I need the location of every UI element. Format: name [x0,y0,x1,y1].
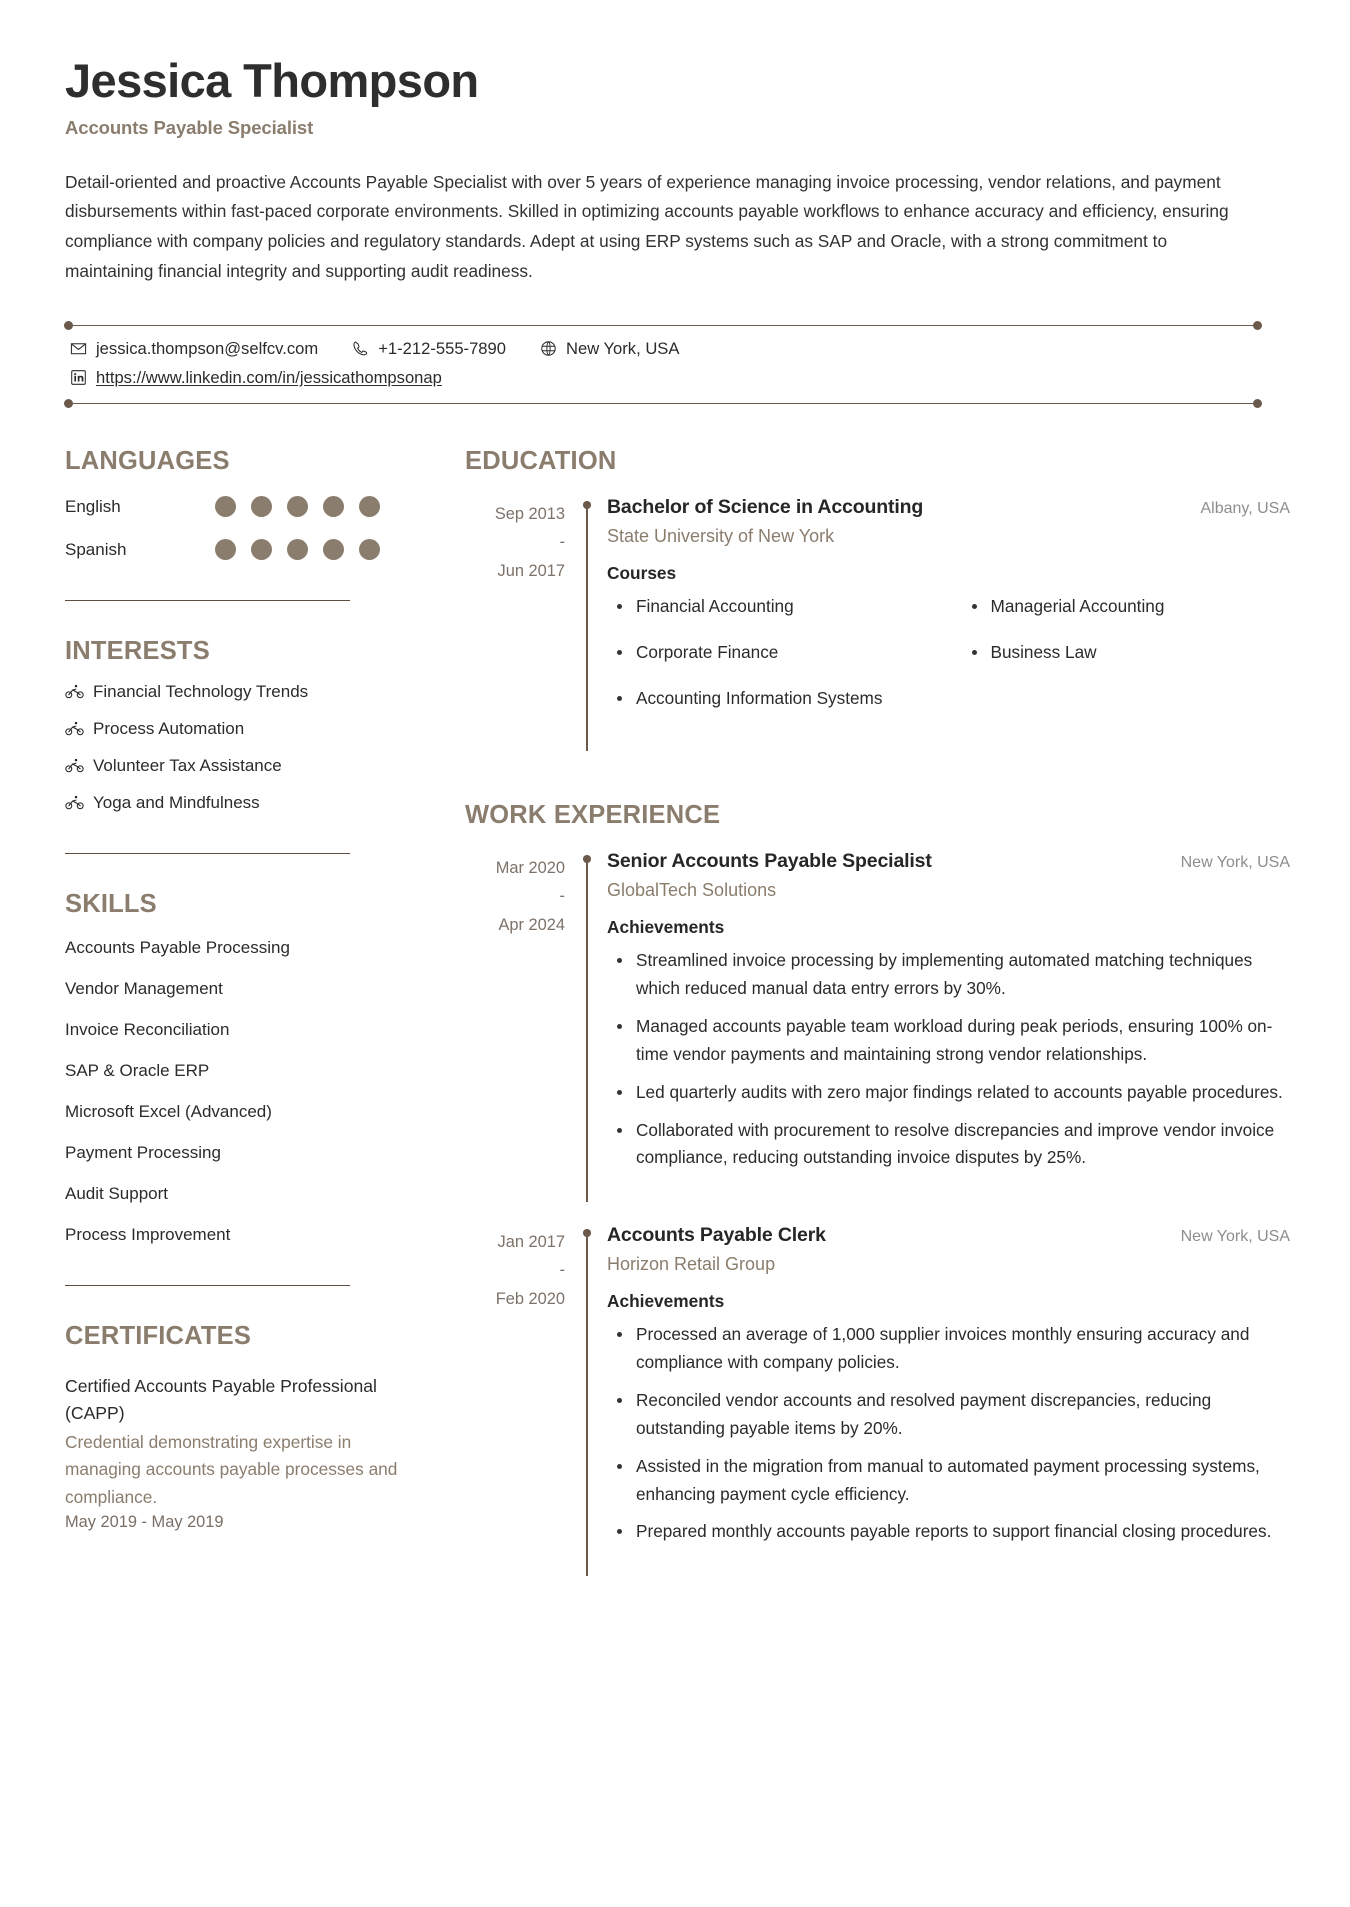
section-certificates [65,1324,403,1532]
skill-item: Invoice Reconciliation [65,1020,230,1040]
skill-item: Process Improvement [65,1225,231,1245]
achievements-label: Achievements [607,917,725,938]
skill-item: Audit Support [65,1184,169,1204]
bicycle-icon [65,721,84,736]
job-position: Accounts Payable Clerk [607,1224,826,1247]
job-position: Senior Accounts Payable Specialist [607,850,932,873]
achievement-item: Reconciled vendor accounts and resolved payment discrepancies, reducing outstanding payable items by 20%. [607,1387,1290,1443]
timeline-line [586,1233,588,1576]
date-dash: - [559,533,565,552]
skill-item: Microsoft Excel (Advanced) [65,1102,272,1122]
certificates-title: CERTIFICATES [65,1322,252,1351]
job-location: New York, USA [1180,1228,1290,1246]
achievement-item: Prepared monthly accounts payable reports to support financial closing procedures. [607,1518,1290,1546]
skills-title: SKILLS [65,889,157,918]
language-name: Spanish [65,539,127,559]
achievement-item: Collaborated with procurement to resolve discrepancies and improve vendor invoice compliance, reducing outstanding invoice disputes by 25%. [607,1117,1290,1173]
envelope-icon [70,340,87,357]
language-item [65,539,403,560]
bicycle-icon [65,758,84,773]
date-end: Jun 2017 [497,561,565,580]
skill-item: SAP & Oracle ERP [65,1061,210,1081]
contact-email[interactable] [70,339,318,359]
education-dates [465,496,583,751]
level-dot [215,496,236,517]
level-dot [251,496,272,517]
timeline-marker [583,850,596,1202]
courses-label: Courses [607,563,677,584]
date-dash: - [559,887,565,906]
interest-item [65,756,403,776]
achievement-item: Processed an average of 1,000 supplier invoices monthly ensuring accuracy and compliance with company policies. [607,1321,1290,1377]
contact-phone[interactable] [352,339,506,359]
main-column [465,446,1290,1577]
achievement-item: Managed accounts payable team workload during peak periods, ensuring 100% on-time vendor payments and maintaining strong vendor relationships. [607,1013,1290,1069]
sidebar-divider [65,853,350,854]
course-item: Managerial Accounting [962,593,1291,621]
section-work-experience [465,800,1290,1577]
achievement-item: Assisted in the migration from manual to automated payment processing systems, enhancing payment cycle efficiency. [607,1453,1290,1509]
level-dot [323,496,344,517]
work-dates [465,850,583,1202]
section-interests [65,639,403,813]
candidate-name: Jessica Thompson [65,54,479,107]
profile-summary: Detail-oriented and proactive Accounts Payable Specialist with over 5 years of experience managing invoice processing, vendor relations, and payment disbursements within fast-paced corporate environments. Skilled in optimizing accounts payable workflows to enhance accuracy and efficiency, ensuring compliance with company policies and regulatory standards. Adept at using ERP systems such as SAP and Oracle, with a strong commitment to maintaining financial integrity and supporting audit readiness. [65,171,1229,281]
contact-rule-top [65,325,1261,326]
skill-item: Payment Processing [65,1143,221,1163]
skill-item: Vendor Management [65,979,223,999]
company-name: GlobalTech Solutions [607,880,777,901]
work-entry [465,850,1290,1202]
work-dates [465,1224,583,1576]
languages-title: LANGUAGES [65,446,230,475]
linkedin-icon [70,369,87,386]
section-education [465,446,1290,751]
contact-linkedin[interactable] [70,368,442,388]
globe-icon [540,340,557,357]
bicycle-icon [65,795,84,810]
interest-item [65,682,403,702]
work-experience-title: WORK EXPERIENCE [465,800,721,829]
degree-name: Bachelor of Science in Accounting [607,496,924,519]
bicycle-icon [65,684,84,699]
contact-rows [65,326,1290,403]
section-languages [65,446,403,561]
level-dot [287,539,308,560]
contact-phone-text: +1-212-555-7890 [378,338,506,358]
date-dash: - [559,1261,565,1280]
timeline-marker [583,1224,596,1576]
course-item: Business Law [962,639,1291,667]
date-end: Feb 2020 [495,1289,565,1308]
courses-column-left [607,593,936,731]
sidebar [65,446,413,1533]
certificate-item [65,1373,403,1533]
date-start: Mar 2020 [495,859,565,878]
sidebar-divider [65,600,350,601]
contact-location-text: New York, USA [566,338,680,358]
level-dot [359,539,380,560]
interest-item [65,719,403,739]
timeline-line [586,859,588,1202]
achievement-item: Led quarterly audits with zero major findings related to accounts payable procedures. [607,1079,1290,1107]
education-body [596,496,1290,751]
date-end: Apr 2024 [498,915,565,934]
school-name: State University of New York [607,526,835,547]
phone-icon [352,340,369,357]
course-item: Financial Accounting [607,593,936,621]
achievement-item: Streamlined invoice processing by implementing automated matching techniques which reduced manual data entry errors by 30%. [607,947,1290,1003]
interest-label: Yoga and Mindfulness [93,792,260,812]
sidebar-divider [65,1285,350,1286]
company-name: Horizon Retail Group [607,1254,776,1275]
language-level-dots [215,539,380,560]
timeline-line [586,505,588,751]
certificate-date: May 2019 - May 2019 [65,1513,224,1532]
level-dot [287,496,308,517]
skill-item: Accounts Payable Processing [65,938,290,958]
section-spacer [465,751,1290,803]
level-dot [359,496,380,517]
level-dot [215,539,236,560]
timeline-marker [583,496,596,751]
contact-rule-bottom [65,403,1261,404]
courses-grid [607,593,1290,731]
contact-linkedin-text: https://www.linkedin.com/in/jessicathompsonap [96,367,442,387]
interest-label: Process Automation [93,718,245,738]
certificate-description: Credential demonstrating expertise in managing accounts payable processes and compliance. [65,1432,398,1507]
education-title: EDUCATION [465,446,617,475]
contact-location [540,339,679,359]
level-dot [323,539,344,560]
interest-label: Volunteer Tax Assistance [93,755,282,775]
language-level-dots [215,496,380,517]
work-body [596,850,1290,1202]
contact-line-primary [70,339,1290,359]
achievements-label: Achievements [607,1291,725,1312]
contact-email-text: jessica.thompson@selfcv.com [96,338,319,358]
education-head [607,496,1290,519]
date-start: Sep 2013 [494,505,565,524]
contact-block [65,325,1290,404]
achievements-list [607,1321,1290,1546]
language-name: English [65,496,121,516]
certificate-name: Certified Accounts Payable Professional (CAPP) [65,1375,377,1423]
resume-body [65,446,1290,1577]
courses-column-right [962,593,1291,731]
work-head [607,1224,1290,1247]
course-item: Accounting Information Systems [607,685,936,713]
work-body [596,1224,1290,1576]
education-location: Albany, USA [1200,500,1290,518]
level-dot [251,539,272,560]
resume-header [65,55,1290,287]
job-location: New York, USA [1180,854,1290,872]
achievements-list [607,947,1290,1172]
section-skills [65,889,403,1246]
work-entry [465,1224,1290,1576]
course-item: Corporate Finance [607,639,936,667]
language-item [65,496,403,517]
date-start: Jan 2017 [497,1233,565,1252]
work-head [607,850,1290,873]
contact-line-secondary [70,368,1290,388]
candidate-job-title: Accounts Payable Specialist [65,116,314,138]
education-entry [465,496,1290,751]
interests-title: INTERESTS [65,637,210,666]
interest-label: Financial Technology Trends [93,681,309,701]
interest-item [65,793,403,813]
